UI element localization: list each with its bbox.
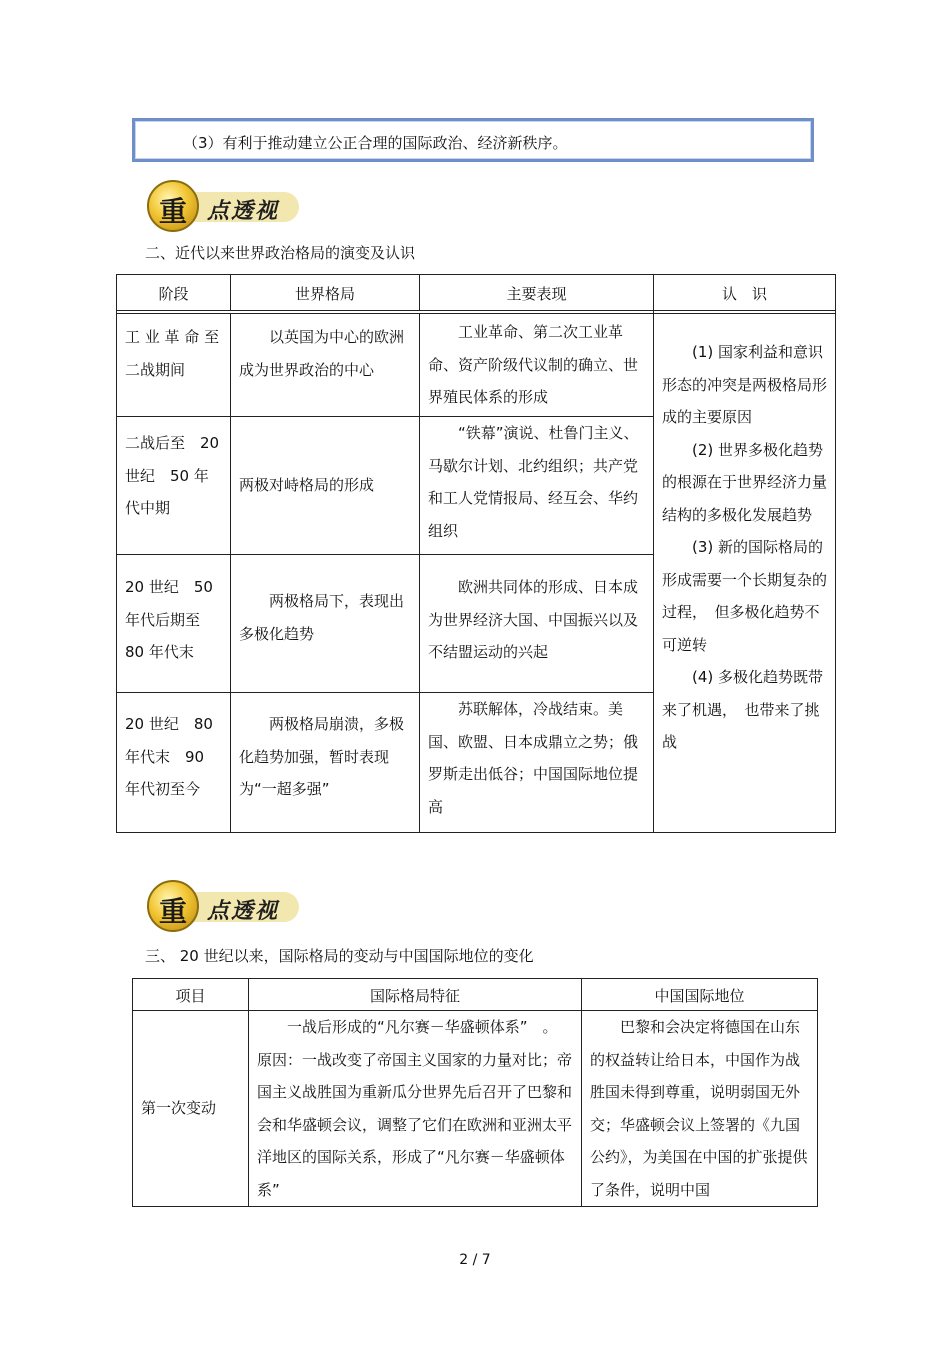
pattern-cell: 两极对峙格局的形成 xyxy=(231,417,420,555)
recognition-item: (4) 多极化趋势既带来了机遇， 也带来了挑战 xyxy=(662,668,824,751)
stage-cell: 20 世纪 50 年代后期至 80 年代末 xyxy=(117,555,231,693)
table-header-row xyxy=(117,275,836,311)
header-pattern: 世界格局 xyxy=(231,275,420,311)
badge-circle: 重 xyxy=(147,180,199,232)
china-status-table xyxy=(132,978,818,1207)
performance-cell: 工业革命、第二次工业革命、资产阶级代议制的确立、世界殖民体系的形成 xyxy=(420,314,654,417)
badge-label-pill: 点透视 xyxy=(187,192,299,222)
pattern-cell: 两极格局下，表现出多极化趋势 xyxy=(231,555,420,693)
table-header-row xyxy=(133,979,818,1011)
item-cell: 第一次变动 xyxy=(133,1011,249,1207)
recognition-item: (3) 新的国际格局的形成需要一个长期复杂的过程， 但多极化趋势不可逆转 xyxy=(662,538,828,654)
summary-box xyxy=(132,118,814,162)
header-performance: 主要表现 xyxy=(420,275,654,311)
feature-cell xyxy=(249,1011,582,1207)
world-pattern-table xyxy=(116,274,836,833)
recognition-cell xyxy=(654,314,836,833)
badge-label-pill: 点透视 xyxy=(187,892,299,922)
feature-reason: 原因：一战改变了帝国主义国家的力量对比；帝国主义战胜国为重新瓜分世界先后召开了巴黎和会和华盛顿会议，调整了它们在欧洲和亚洲太平洋地区的国际关系，形成了“凡尔赛－华盛顿体系” xyxy=(257,1050,573,1199)
performance-cell: “铁幕”演说、杜鲁门主义、马歇尔计划、北约组织；共产党和工人党情报局、经互会、华约组织 xyxy=(420,417,654,555)
performance-cell: 苏联解体，冷战结束。美国、欧盟、日本成鼎立之势；俄罗斯走出低谷；中国国际地位提高 xyxy=(420,693,654,833)
stage-cell: 二战后至 20 世纪 50 年代中期 xyxy=(117,417,231,555)
stage-cell: 工 业 革 命 至 二战期间 xyxy=(117,314,231,417)
key-point-badge xyxy=(147,878,297,934)
section-3-heading: 三、 20 世纪以来，国际格局的变动与中国国际地位的变化 xyxy=(145,947,534,965)
key-point-badge xyxy=(147,178,297,234)
recognition-item: (2) 世界多极化趋势的根源在于世界经济力量结构的多极化发展趋势 xyxy=(662,440,828,524)
pattern-cell: 两极格局崩溃，多极化趋势加强，暂时表现为“一超多强” xyxy=(231,693,420,833)
status-cell: 巴黎和会决定将德国在山东的权益转让给日本，中国作为战胜国未得到尊重，说明弱国无外交；华盛顿会议上签署的《九国公约》，为美国在中国的扩张提供了条件，说明中国 xyxy=(582,1011,818,1207)
table-row xyxy=(133,1011,818,1207)
page-number: 2 / 7 xyxy=(459,1252,491,1268)
section-2-heading: 二、近代以来世界政治格局的演变及认识 xyxy=(145,244,416,262)
stage-cell: 20 世纪 80 年代末 90 年代初至今 xyxy=(117,693,231,833)
top-note: （3）有利于推动建立公正合理的国际政治、经济新秩序。 xyxy=(183,134,568,152)
header-recognition: 认 识 xyxy=(654,275,836,311)
pattern-cell: 以英国为中心的欧洲成为世界政治的中心 xyxy=(231,314,420,417)
header-stage: 阶段 xyxy=(117,275,231,311)
badge-circle: 重 xyxy=(147,880,199,932)
header-feature: 国际格局特征 xyxy=(249,979,582,1011)
header-item: 项目 xyxy=(133,979,249,1011)
recognition-item: (1) 国家利益和意识形态的冲突是两极格局形成的主要原因 xyxy=(662,343,828,426)
feature-title: 一战后形成的“凡尔赛－华盛顿体系” 。 xyxy=(287,1018,558,1036)
table-row xyxy=(117,314,836,417)
header-status: 中国国际地位 xyxy=(582,979,818,1011)
performance-cell: 欧洲共同体的形成、日本成为世界经济大国、中国振兴以及不结盟运动的兴起 xyxy=(420,555,654,693)
